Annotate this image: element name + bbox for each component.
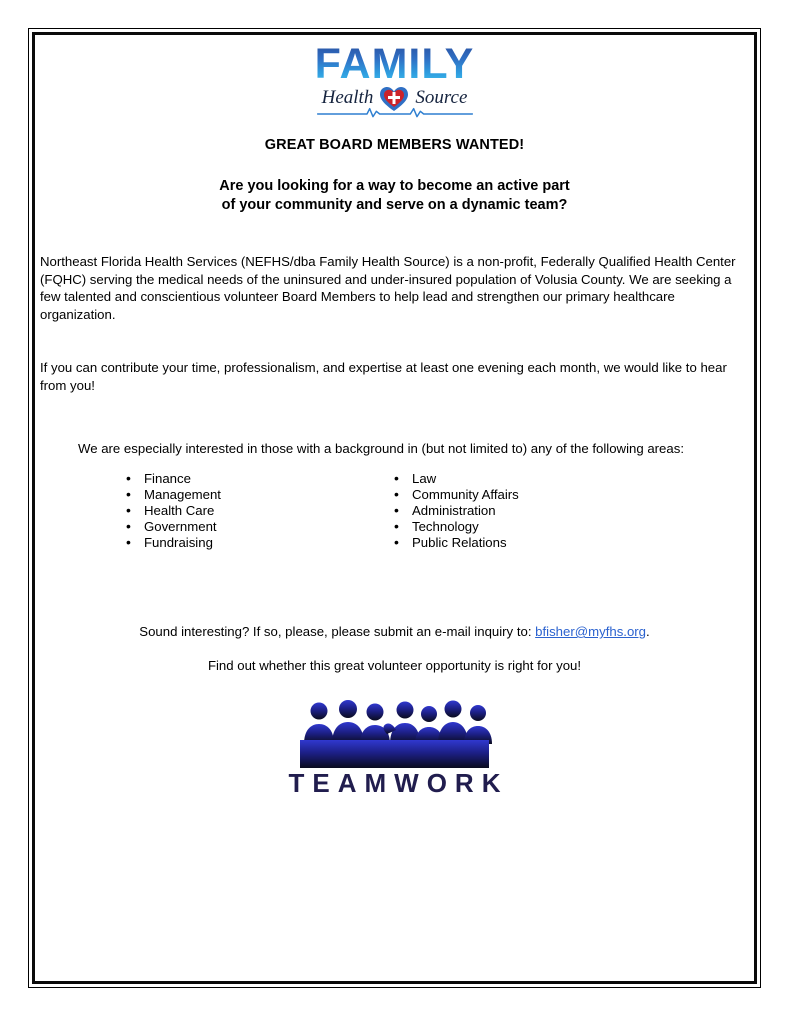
logo-tagline — [40, 84, 749, 112]
logo-tagline-source: Source — [415, 87, 468, 108]
contribute-paragraph: If you can contribute your time, professionalism, and expertise at least one evening each month, we would like to hear from you! — [40, 360, 727, 393]
intro-paragraph: Northeast Florida Health Services (NEFHS/dba Family Health Source) is a non-profit, Federally Qualified Health Center (FQHC) serving the medical needs of the uninsured and under-insured population of Volusia County. We are seeking a few talented and conscientious volunteer Board Members to help lead and strengthen our primary healthcare organization. — [40, 254, 736, 322]
logo-tagline-health: Health — [321, 87, 374, 108]
interest-areas-list — [40, 471, 749, 551]
list-item: • Finance — [120, 471, 388, 487]
list-item: • Law — [388, 471, 656, 487]
email-link[interactable]: bfisher@myfhs.org — [535, 624, 647, 639]
heart-with-cross-icon — [379, 86, 409, 112]
subheadline-line-2: of your community and serve on a dynamic team? — [221, 197, 568, 213]
interests-lead-text: We are especially interested in those with a background in (but not limited to) any of the following areas: — [78, 441, 684, 456]
list-item: • Administration — [388, 503, 656, 519]
interest-column-right — [388, 471, 656, 551]
list-item: • Community Affairs — [388, 487, 656, 503]
page-headline: GREAT BOARD MEMBERS WANTED! — [264, 137, 525, 153]
teamwork-caption: TEAMWORK — [288, 768, 509, 798]
list-item: • Fundraising — [120, 535, 388, 551]
contact-instruction-line — [40, 623, 749, 640]
list-item: • Technology — [388, 519, 656, 535]
family-health-source-logo — [40, 38, 749, 119]
list-item: • Management — [120, 487, 388, 503]
subheadline-line-1: Are you looking for a way to become an active part — [219, 178, 570, 194]
list-item: • Government — [120, 519, 388, 535]
page-subheadline — [40, 177, 749, 215]
interest-column-left — [120, 471, 388, 551]
teamwork-graphic — [40, 698, 749, 799]
closing-line: Find out whether this great volunteer opportunity is right for you! — [207, 658, 582, 673]
document-body — [40, 38, 749, 978]
contact-instruction-text: Sound interesting? If so, please, please submit an e-mail inquiry to: — [139, 624, 536, 639]
list-item: • Public Relations — [388, 535, 656, 551]
contact-instruction-period: . — [646, 624, 650, 639]
teamwork-silhouettes-icon — [292, 698, 497, 770]
logo-wordmark: FAMILY — [314, 40, 475, 88]
list-item: • Health Care — [120, 503, 388, 519]
